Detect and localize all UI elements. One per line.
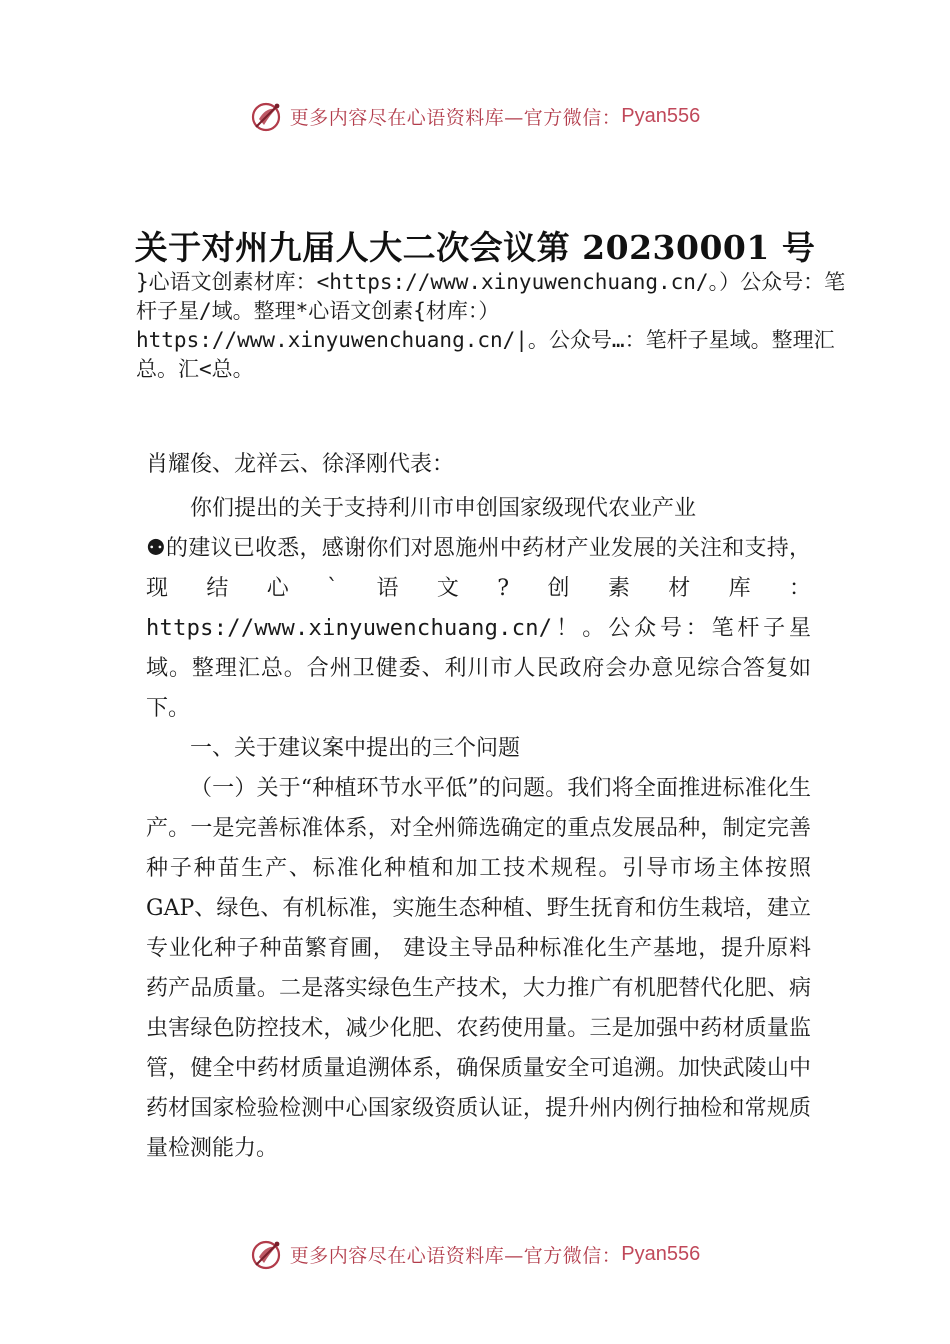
footer-banner xyxy=(0,1234,950,1274)
header-banner xyxy=(0,96,950,136)
brand-logo-icon xyxy=(250,1237,284,1271)
paragraph-1-end: 公众号：笔杆子星域。整理汇总。合州卫健委、利川市人民政府会办意见综合答复如下。 xyxy=(146,616,811,721)
paragraph-1-start: 你们提出的关于支持利川市申创国家级现代农业产业 xyxy=(190,496,697,521)
banner-text: 更多内容尽在心语资料库—官方微信： xyxy=(289,1244,622,1267)
subsection-1: （一）关于“种植环节水平低”的问题。我们将全面推进标准化生产。一是完善标准体系，对全州筛选确定的重点发展品种，制定完善种子种苗生产、标准化种植和加工技术规程。引导市场主体按照 GAP、绿色、有机标准，实施生态种植、野生抚育和仿生栽培，建立专业化种子种苗繁育圃， 建设主导品种标准化生产基地，提升原料药产品质量。二是落实绿色生产技术，大力推广有机肥替代化肥、病虫害绿色防控技术，减少化肥、农药使用量。三是加强中药材质量监管，健全中药材质量追溯体系，确保质量安全可追溯。加快武陵山中药材国家检验检测中心国家级资质认证，提升州内例行抽检和常规质量检测能力。 xyxy=(146,776,811,1161)
paragraph-1 xyxy=(146,529,811,729)
paragraph-1-text: ⚉的建议已收悉，感谢你们对恩施州中药材产业发展的关注和支持，现结心`语文?创素材库： xyxy=(146,536,811,601)
wechat-id: Pyan556 xyxy=(621,104,701,127)
document-title: 关于对州九届人大二次会议第 20230001 号 xyxy=(134,228,816,267)
watermark-text: }心语文创素材库：<https://www.xinyuwenchuang.cn/。）公众号：笔杆子星/域。整理*心语文创素{材库：）https://www.xinyuwenchuang.cn/|。公众号…：笔杆子星域。整理汇总。汇<总。 xyxy=(136,270,846,381)
wechat-id: Pyan556 xyxy=(621,1242,701,1265)
salutation: 肖耀俊、龙祥云、徐泽刚代表： xyxy=(146,452,455,477)
paragraph-1-url: https://www.xinyuwenchuang.cn/！。 xyxy=(146,616,609,641)
section-1-heading: 一、关于建议案中提出的三个问题 xyxy=(190,736,521,761)
brand-logo-icon xyxy=(250,99,284,133)
document-body xyxy=(146,489,811,1169)
banner-text: 更多内容尽在心语资料库—官方微信： xyxy=(289,106,622,129)
